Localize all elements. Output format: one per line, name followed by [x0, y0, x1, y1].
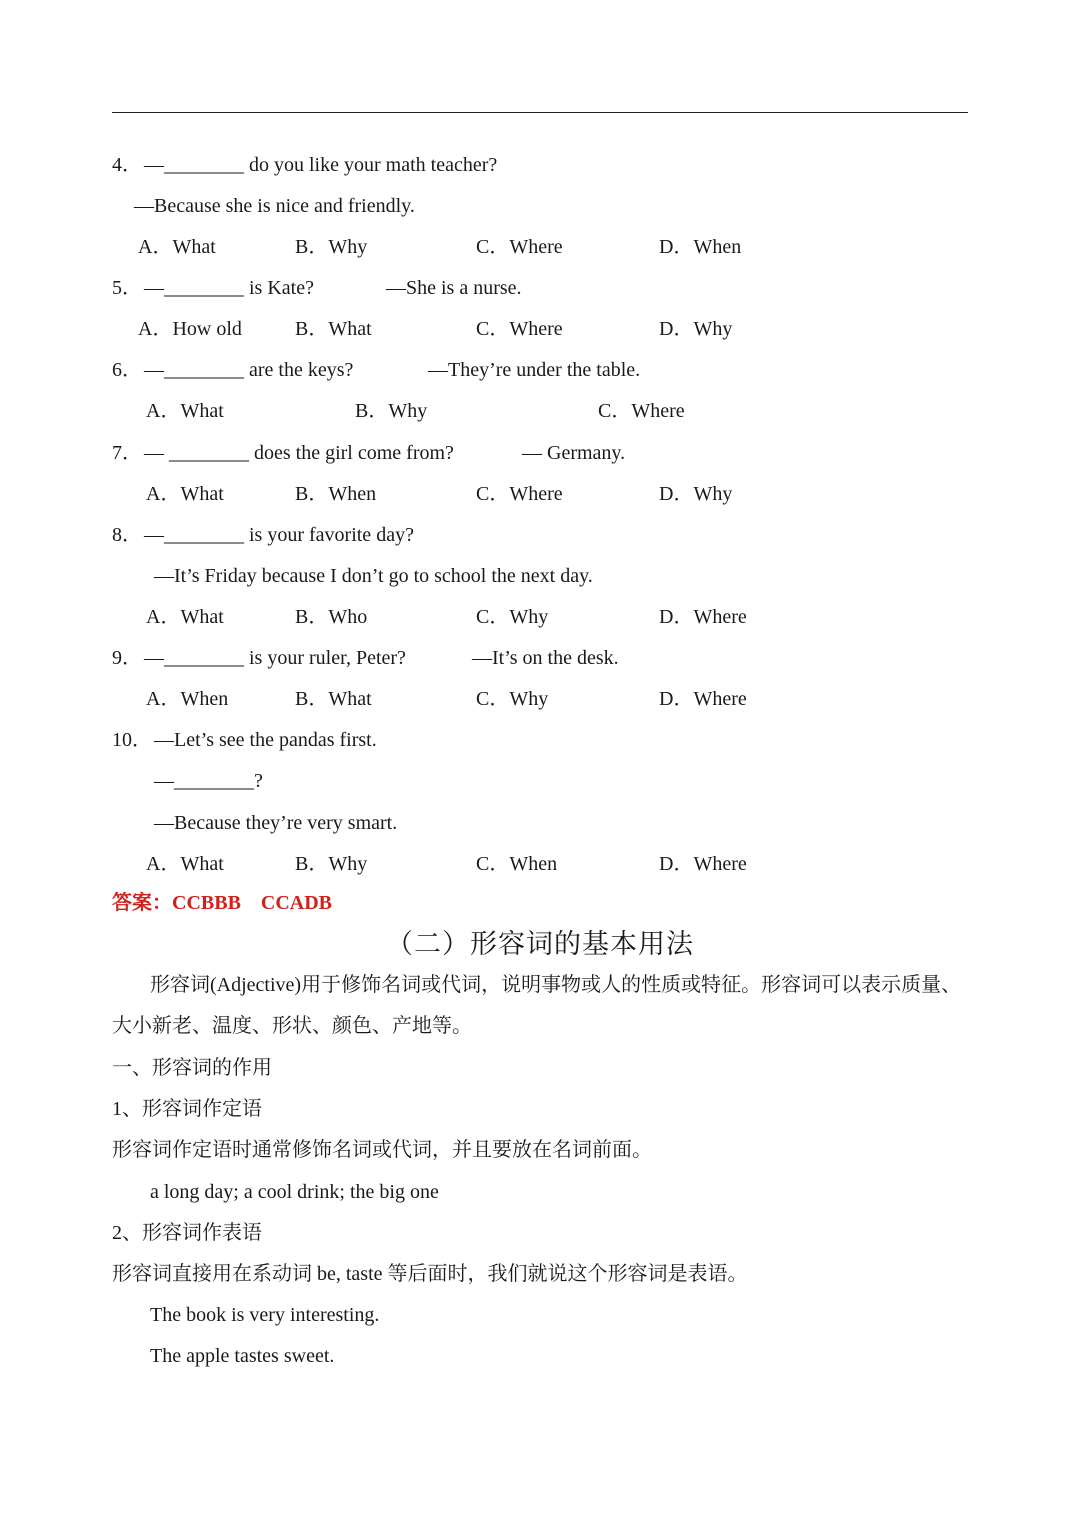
question-prompt: —________ is your favorite day? — [144, 524, 414, 546]
option-b: B．What — [295, 688, 372, 710]
option-a: A．How old — [138, 318, 242, 340]
question-response: —Because they’re very smart. — [154, 812, 398, 834]
question-response: —________? — [154, 770, 263, 792]
question-number: 10． — [112, 729, 152, 751]
question-reply: — Germany. — [522, 442, 626, 464]
option-d: D．Where — [659, 688, 747, 710]
question-number: 6． — [112, 359, 142, 381]
option-c: C．Where — [598, 400, 685, 422]
question-reply: —It’s on the desk. — [472, 647, 619, 669]
question-reply: —She is a nurse. — [386, 277, 522, 299]
option-a: A．When — [146, 688, 229, 710]
question-number: 7． — [112, 442, 142, 464]
answer-key: 答案：CCBBB CCADB — [112, 892, 333, 914]
question-prompt: —________ is Kate? — [144, 277, 314, 299]
option-a: A．What — [138, 236, 216, 258]
intro-paragraph: 形容词(Adjective)用于修饰名词或代词，说明事物或人的性质或特征。形容词可以表示质量、大小新老、温度、形状、颜色、产地等。 — [112, 974, 962, 1037]
question-prompt: — ________ does the girl come from? — [144, 442, 454, 464]
question-reply: —They’re under the table. — [428, 359, 641, 381]
option-d: D．Where — [659, 606, 747, 628]
option-c: C．Why — [476, 606, 549, 628]
option-c: C．Where — [476, 236, 563, 258]
question-number: 4． — [112, 154, 142, 176]
question-number: 8． — [112, 524, 142, 546]
example-1: a long day; a cool drink; the big one — [150, 1181, 439, 1203]
section-title: （二）形容词的基本用法 — [386, 929, 694, 959]
option-c: C．When — [476, 853, 558, 875]
option-a: A．What — [146, 483, 224, 505]
option-b: B．What — [295, 318, 372, 340]
subheading-2-text: 形容词直接用在系动词 be, taste 等后面时，我们就说这个形容词是表语。 — [112, 1263, 748, 1285]
option-b: B．Who — [295, 606, 368, 628]
option-a: A．What — [146, 400, 224, 422]
option-d: D．Where — [659, 853, 747, 875]
option-d: D．When — [659, 236, 742, 258]
question-prompt: —________ are the keys? — [144, 359, 354, 381]
question-number: 5． — [112, 277, 142, 299]
subheading-1-text: 形容词作定语时通常修饰名词或代词，并且要放在名词前面。 — [112, 1139, 652, 1161]
option-d: D．Why — [659, 318, 733, 340]
option-c: C．Where — [476, 483, 563, 505]
option-c: C．Where — [476, 318, 563, 340]
option-b: B．Why — [295, 853, 368, 875]
example-2: The book is very interesting. — [150, 1304, 380, 1326]
option-b: B．When — [295, 483, 377, 505]
option-d: D．Why — [659, 483, 733, 505]
subheading-2: 2、形容词作表语 — [112, 1222, 262, 1244]
question-prompt: —________ do you like your math teacher? — [144, 154, 498, 176]
subheading-1: 1、形容词作定语 — [112, 1098, 262, 1120]
question-number: 9． — [112, 647, 142, 669]
example-3: The apple tastes sweet. — [150, 1345, 335, 1367]
heading-1: 一、形容词的作用 — [112, 1057, 272, 1079]
option-c: C．Why — [476, 688, 549, 710]
option-a: A．What — [146, 853, 224, 875]
question-prompt: —________ is your ruler, Peter? — [144, 647, 406, 669]
option-b: B．Why — [355, 400, 428, 422]
question-prompt: —Let’s see the pandas first. — [154, 729, 377, 751]
question-response: —It’s Friday because I don’t go to school the next day. — [154, 565, 593, 587]
option-b: B．Why — [295, 236, 368, 258]
option-a: A．What — [146, 606, 224, 628]
header-rule — [112, 112, 968, 113]
question-response: —Because she is nice and friendly. — [134, 195, 415, 217]
